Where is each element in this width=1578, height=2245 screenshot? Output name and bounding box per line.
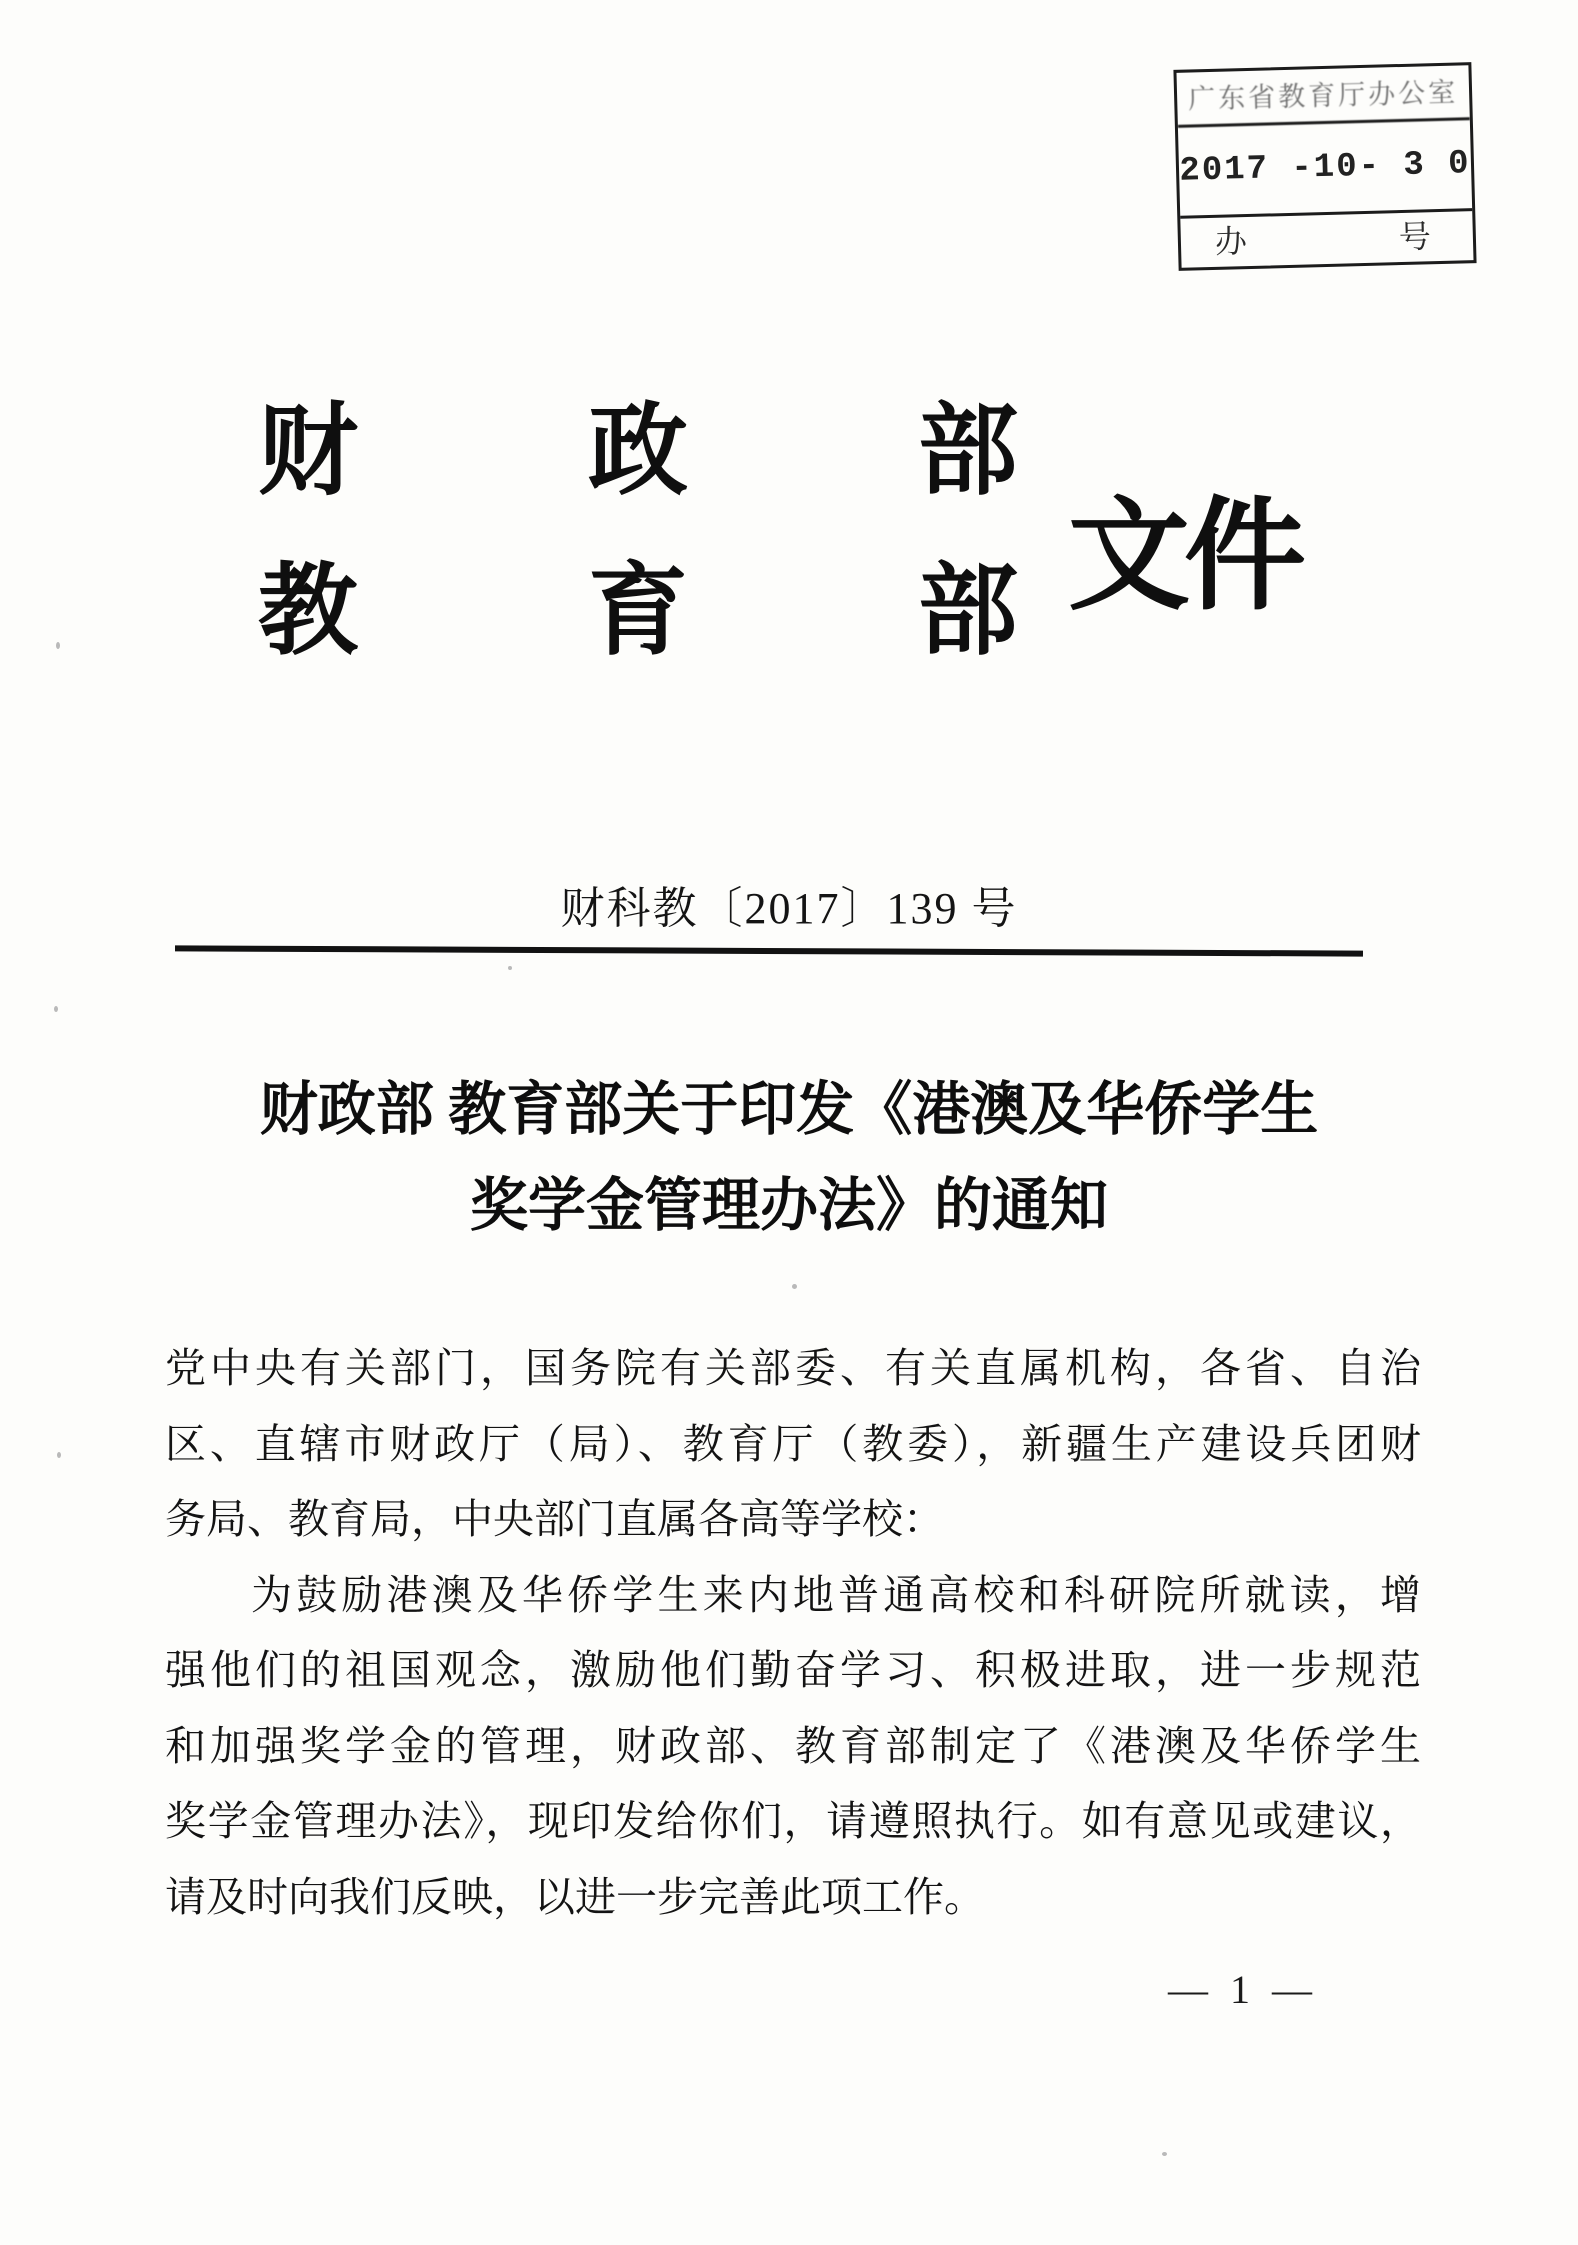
letterhead-ministry-education: 教育部: [258, 556, 1018, 667]
body-line: 区、直辖市财政厅（局）、教育厅（教委），新疆生产建设兵团财: [165, 1420, 1421, 1467]
stamp-footer-row: [1180, 208, 1473, 268]
scan-artifact: [56, 642, 60, 649]
receipt-stamp-box: [1173, 62, 1476, 271]
document-title-line-2: 奖学金管理办法》的通知: [469, 1173, 1108, 1238]
document-body: [165, 1331, 1421, 1935]
letterhead-ministry-finance: 财政部: [258, 396, 1018, 507]
header-rule-line: [175, 945, 1363, 956]
stamp-handle-label: 办: [1214, 223, 1248, 260]
body-line: 为鼓励港澳及华侨学生来内地普通高校和科研院所就读，增: [251, 1571, 1421, 1618]
scan-artifact: [57, 1452, 61, 1458]
document-title: [0, 1062, 1578, 1254]
scan-artifact: [1162, 2152, 1167, 2156]
document-number: 财科教〔2017〕139 号: [560, 884, 1018, 933]
stamp-number-label: 号: [1398, 218, 1432, 256]
page-number: — 1 —: [1168, 1967, 1318, 2012]
scan-artifact: [508, 966, 512, 970]
body-line: 和加强奖学金的管理，财政部、教育部制定了《港澳及华侨学生: [165, 1722, 1421, 1769]
body-line: 务局、教育局，中央部门直属各高等学校：: [165, 1496, 944, 1542]
scan-artifact: [792, 1284, 797, 1289]
body-line: 奖学金管理办法》，现印发给你们，请遵照执行。如有意见或建议，: [165, 1798, 1421, 1844]
letterhead-document-word: 文件: [1068, 490, 1300, 625]
body-line: 请及时向我们反映，以进一步完善此项工作。: [165, 1873, 985, 1920]
body-line: 强他们的祖国观念，激励他们勤奋学习、积极进取，进一步规范: [165, 1647, 1421, 1693]
body-line: 党中央有关部门，国务院有关部委、有关直属机构，各省、自治: [165, 1345, 1421, 1391]
document-title-line-1: 财政部 教育部关于印发《港澳及华侨学生: [259, 1077, 1319, 1142]
stamp-received-date: 2017 -10- 3 0: [1178, 145, 1472, 191]
scan-artifact: [54, 1006, 58, 1012]
stamp-office-name: 广东省教育厅办公室: [1176, 65, 1469, 128]
letterhead: [258, 398, 1018, 666]
